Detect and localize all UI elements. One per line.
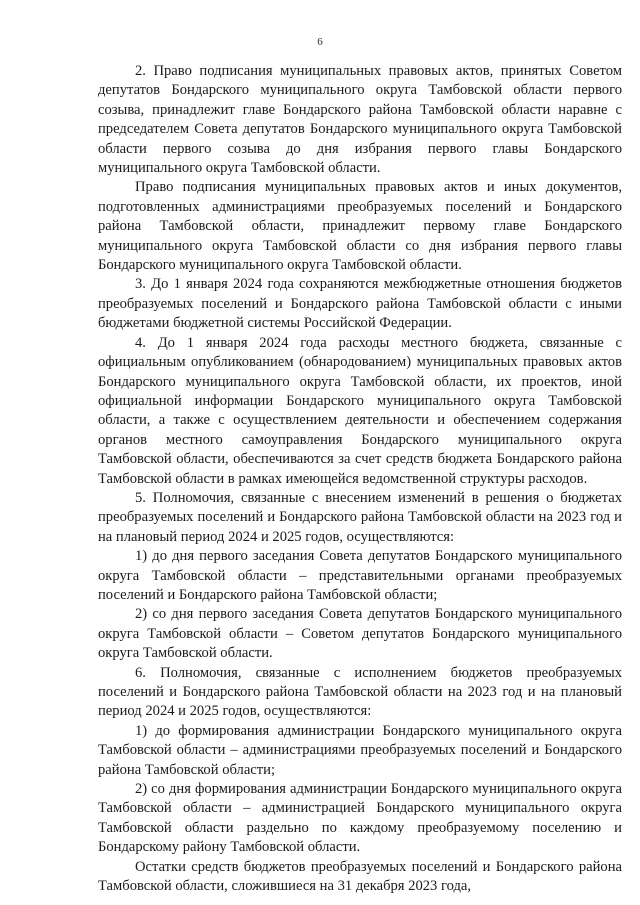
paragraph-2-signing: Право подписания муниципальных правовых актов и иных документов, подготовленных администрациями преобразуемых поселений и Бондарского района Тамбовской области, принадлежит первому главе Бондарского муниципального округа Тамбовской области со дня избрания первого главы Бондарского муниципального округа Тамбовской области. [98, 179, 622, 274]
paragraph-4: 4. До 1 января 2024 года расходы местного бюджета, связанные с официальным опубликованием (обнародованием) муниципальных правовых актов Бондарского муниципального округа Тамбовской области, их проектов, иной официальной информации Бондарского муниципального округа Тамбовской области, а также с осуществлением деятельности и обеспечением содержания органов местного самоуправления Бондарского муниципального округа Тамбовской области, обеспечиваются за счет средств бюджета Бондарского района Тамбовской области в рамках имеющейся ведомственной структуры расходов. [98, 334, 622, 487]
paragraph-6-item-1: 1) до формирования администрации Бондарского муниципального округа Тамбовской области – администрациями преобразуемых поселений и Бондарского района Тамбовской области; [98, 722, 622, 778]
page-number: 6 [317, 36, 323, 48]
paragraph-3: 3. До 1 января 2024 года сохраняются межбюджетные отношения бюджетов преобразуемых поселений и Бондарского района Тамбовской области с иными бюджетами бюджетной системы Российской Федерации. [98, 276, 622, 332]
paragraph-2: 2. Право подписания муниципальных правовых актов, принятых Советом депутатов Бондарского муниципального округа Тамбовской области первого созыва, принадлежит главе Бондарского района Тамбовской области наравне с председателем Совета депутатов Бондарского муниципального округа Тамбовской области первого созыва до дня избрания первого главы Бондарского муниципального округа Тамбовской области. [98, 63, 622, 177]
paragraph-5-item-1: 1) до дня первого заседания Совета депутатов Бондарского муниципального округа Тамбовской области – представительными органами преобразуемых поселений и Бондарского района Тамбовской области; [98, 548, 622, 603]
paragraph-6-item-2: 2) со дня формирования администрации Бондарского муниципального округа Тамбовской области – администрацией Бондарского муниципального округа Тамбовской области раздельно по каждому преобразуемому поселению и Бондарскому району Тамбовской области. [98, 781, 622, 856]
paragraph-5: 5. Полномочия, связанные с внесением изменений в решения о бюджетах преобразуемых поселений и Бондарского района Тамбовской области на 2023 год и на плановый период 2024 и 2025 годов, осуществляются: [98, 489, 622, 545]
paragraph-6: 6. Полномочия, связанные с исполнением бюджетов преобразуемых поселений и Бондарского района Тамбовской области на 2023 год и на плановый период 2024 и 2025 годов, осуществляются: [98, 664, 622, 720]
paragraph-5-item-2: 2) со дня первого заседания Совета депутатов Бондарского муниципального округа Тамбовской области – Советом депутатов Бондарского муниципального округа Тамбовской области. [98, 606, 622, 662]
document-body [98, 62, 622, 896]
paragraph-remainders: Остатки средств бюджетов преобразуемых поселений и Бондарского района Тамбовской области, сложившиеся на 31 декабря 2023 года, [98, 858, 622, 895]
